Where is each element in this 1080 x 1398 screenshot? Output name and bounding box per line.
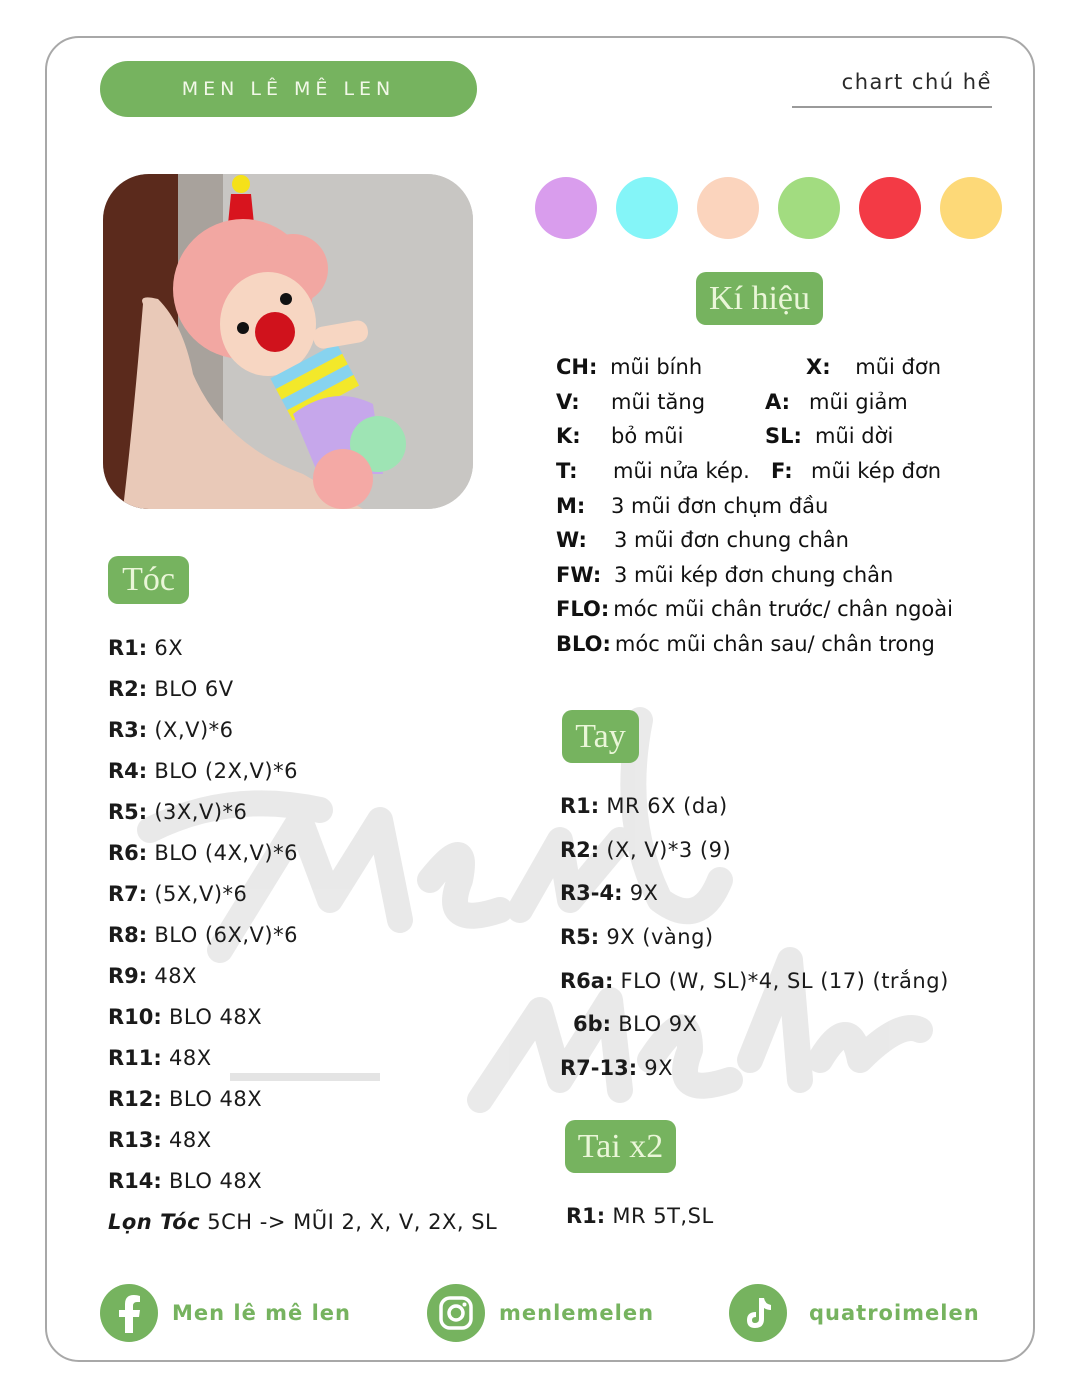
row-text: BLO 6V [147,677,234,701]
row-text: BLO 48X [161,1169,263,1193]
section-tag-toc: Tóc [108,556,189,604]
row-label: R12: [108,1087,162,1111]
row-text: 48X [161,1128,212,1152]
legend-key: K: [556,424,581,448]
row-label: R2: [560,838,600,862]
pattern-row [108,1043,212,1073]
chart-title: chart chú hề [841,70,992,94]
tiktok-handle: quatroimelen [809,1301,980,1325]
legend-row [556,560,893,590]
row-text: (3X,V)*6 [147,800,248,824]
row-label: R8: [108,923,148,947]
row-label: R3: [108,718,148,742]
row-text: 9X [637,1056,674,1080]
pattern-row [560,835,731,865]
instagram-handle: menlemelen [499,1301,655,1325]
row-label: R2: [108,677,148,701]
pattern-row [108,920,298,950]
legend-desc: mũi dời [815,424,894,448]
row-label: R9: [108,964,148,988]
product-photo [103,174,473,509]
pattern-row [108,1084,262,1114]
row-text: 6X [147,636,184,660]
row-label: R6: [108,841,148,865]
pattern-row [560,966,949,996]
pattern-row [566,1201,714,1231]
legend-desc: mũi kép đơn [811,459,942,483]
swatch-peach [697,177,759,239]
tiktok-link[interactable] [729,1284,980,1342]
legend-row [556,421,683,451]
title-underline [792,106,992,108]
brand-pill: MEN LÊ MÊ LEN [100,61,477,117]
section-tag-tay: Tay [562,710,639,763]
legend-desc: mũi nửa kép. [613,459,750,483]
pattern-row [560,922,714,952]
pattern-row [108,715,234,745]
legend-key: T: [556,459,578,483]
legend-key: FLO: [556,597,610,621]
legend-title-tag: Kí hiệu [696,272,823,325]
row-label: R1: [566,1204,606,1228]
row-label: R10: [108,1005,162,1029]
row-text: BLO 9X [611,1012,698,1036]
legend-desc: móc mũi chân trước/ chân ngoài [613,597,953,621]
row-label: R1: [560,794,600,818]
row-text: 48X [147,964,197,988]
legend-row [556,629,935,659]
pattern-row [108,1207,497,1237]
swatch-cyan [616,177,678,239]
pattern-row [108,838,298,868]
legend-desc: bỏ mũi [611,424,684,448]
row-text: BLO (2X,V)*6 [147,759,298,783]
legend-desc: 3 mũi đơn chụm đầu [611,494,829,518]
row-label: R1: [108,636,148,660]
legend-key: M: [556,494,586,518]
legend-row [765,421,893,451]
pattern-row [108,961,197,991]
legend-key: CH: [556,355,598,379]
legend-desc: 3 mũi đơn chung chân [614,528,849,552]
legend-key: W: [556,528,587,552]
row-text: 5CH -> MŨI 2, X, V, 2X, SL [200,1210,498,1234]
legend-row [556,491,828,521]
pattern-row [108,1125,212,1155]
swatch-purple [535,177,597,239]
row-text: BLO 48X [161,1087,263,1111]
legend-row [556,352,702,382]
pattern-row [560,878,658,908]
legend-row [556,594,953,624]
legend-desc: mũi đơn [855,355,942,379]
pattern-row [108,797,247,827]
legend-row [556,456,750,486]
row-label: R4: [108,759,148,783]
row-label: R11: [108,1046,162,1070]
row-text: 48X [161,1046,212,1070]
legend-row [556,525,849,555]
legend-key: X: [806,355,831,379]
facebook-handle: Men lê mê len [172,1301,351,1325]
row-text: (X,V)*6 [147,718,234,742]
swatch-green [778,177,840,239]
pattern-row [108,756,298,786]
section-tag-tai: Tai x2 [565,1120,676,1173]
row-text: BLO (6X,V)*6 [147,923,298,947]
row-label: Lọn Tóc [108,1210,201,1234]
instagram-link[interactable] [427,1284,654,1342]
pattern-row [108,879,247,909]
row-text: MR 5T,SL [605,1204,714,1228]
legend-row [765,387,908,417]
row-text: (X, V)*3 (9) [599,838,732,862]
legend-row [771,456,941,486]
legend-desc: móc mũi chân sau/ chân trong [614,632,935,656]
row-text: BLO (4X,V)*6 [147,841,298,865]
swatch-yellow [940,177,1002,239]
pattern-row [108,1002,262,1032]
legend-key: A: [765,390,791,414]
legend-key: FW: [556,563,602,587]
legend-row [806,352,941,382]
row-label: R14: [108,1169,162,1193]
legend-key: SL: [765,424,802,448]
row-text: 9X [622,881,659,905]
legend-key: BLO: [556,632,611,656]
legend-desc: mũi bính [610,355,703,379]
color-swatches [535,177,1002,239]
legend-key: V: [556,390,580,414]
legend-key: F: [771,459,793,483]
tiktok-icon [729,1284,787,1342]
legend-desc: mũi giảm [809,390,908,414]
pattern-row [560,1053,673,1083]
row-label: R3-4: [560,881,623,905]
row-text: MR 6X (da) [599,794,728,818]
row-label: 6b: [573,1012,612,1036]
row-label: R13: [108,1128,162,1152]
facebook-icon [100,1284,158,1342]
legend-desc: 3 mũi kép đơn chung chân [614,563,894,587]
pattern-row [560,791,728,821]
swatch-red [859,177,921,239]
pattern-row [108,1166,262,1196]
legend-row [556,387,705,417]
row-text: BLO 48X [161,1005,263,1029]
facebook-link[interactable] [100,1284,351,1342]
row-label: R5: [108,800,148,824]
instagram-icon [427,1284,485,1342]
row-label: R6a: [560,969,614,993]
row-text: 9X (vàng) [599,925,714,949]
row-text: (5X,V)*6 [147,882,248,906]
pattern-row [108,674,234,704]
row-label: R7-13: [560,1056,638,1080]
row-label: R7: [108,882,148,906]
row-text: FLO (W, SL)*4, SL (17) (trắng) [613,969,949,993]
legend-desc: mũi tăng [611,390,706,414]
pattern-row [108,633,183,663]
row-label: R5: [560,925,600,949]
pattern-row [573,1009,698,1039]
